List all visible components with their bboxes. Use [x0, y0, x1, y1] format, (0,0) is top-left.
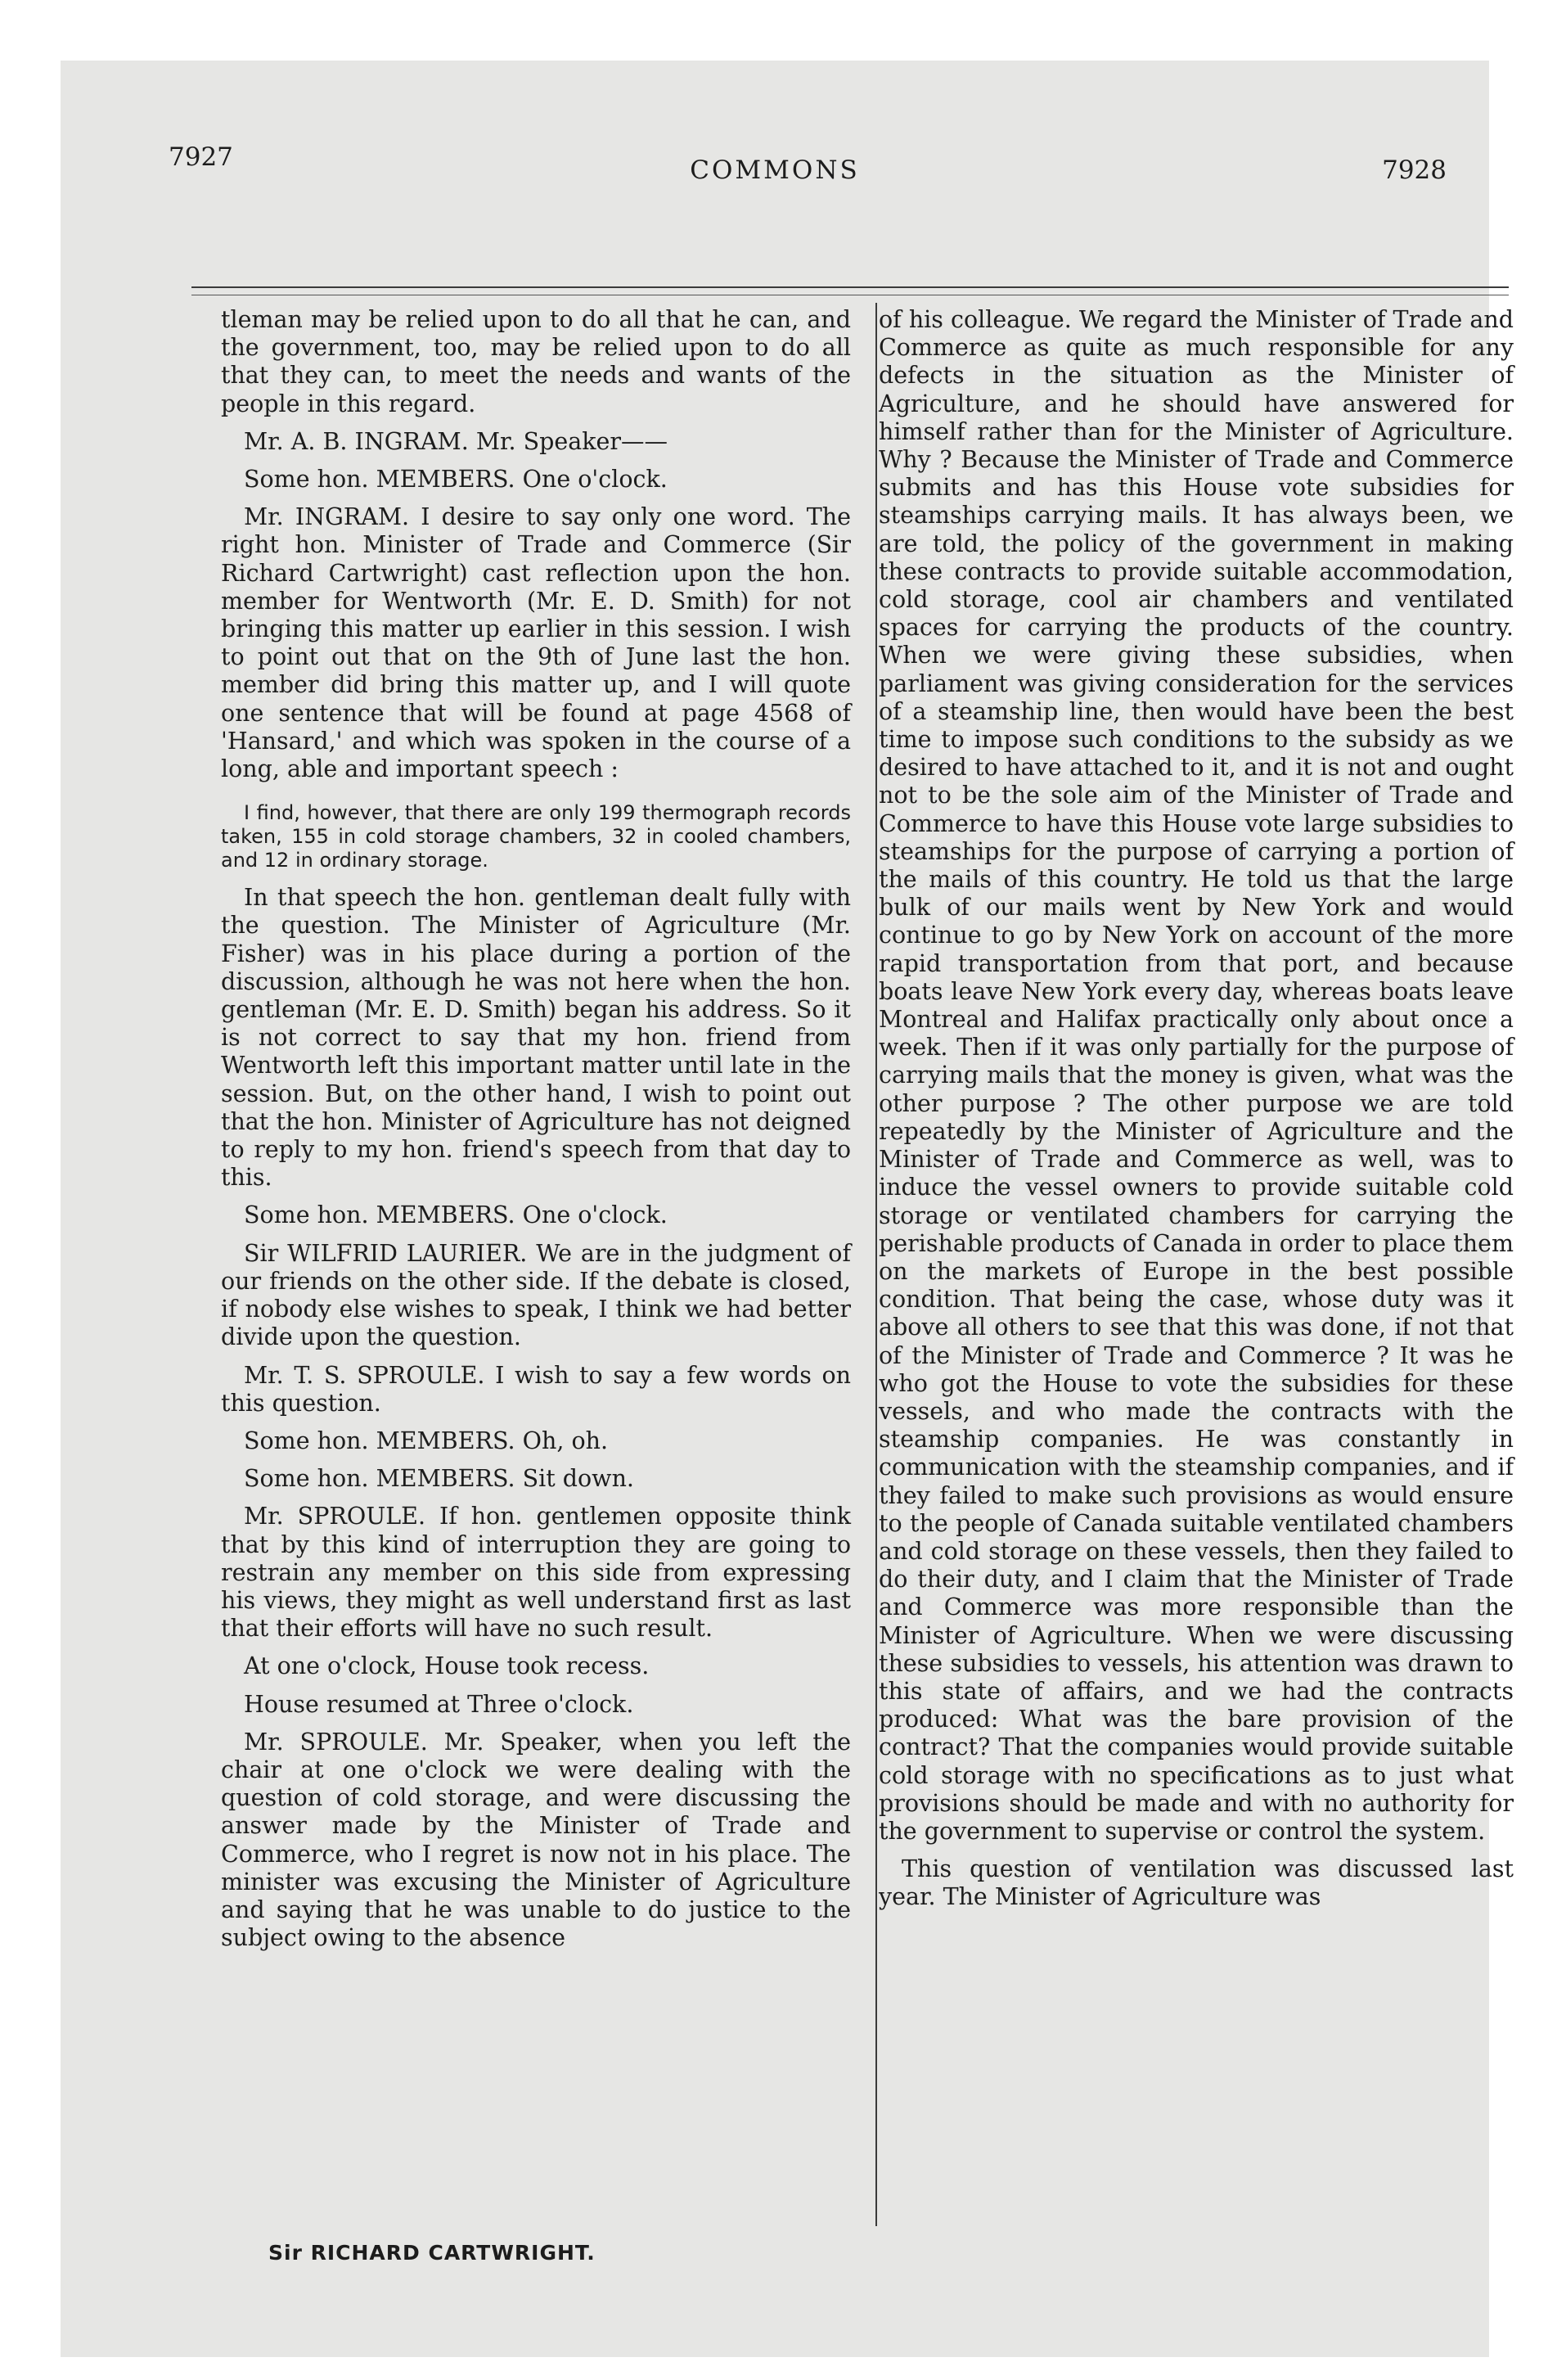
page-number-left: 7927 — [169, 142, 233, 172]
running-head: COMMONS — [690, 156, 860, 185]
speaker-line: Some hon. MEMBERS. Sit down. — [244, 1465, 634, 1493]
column-divider — [875, 303, 877, 2226]
paragraph: of his colleague. We regard the Minister of Trade and Commerce as quite as much responsible for any defects in the situation as the Minister of Agriculture, and he should have answered for himself rather than for the Minister of Agriculture. Why ? Because the Minister of Trade and Commerce submits and has this House vote subsidies for steamships carrying mails. It has always been, we are told, the policy of the government in making these contracts to provide suitable accommodation, cold storage, cool air chambers and ventilated spaces for carrying the products of the country. When we were giving these subsidies, when parliament was giving consideration for the services of a steamship line, then would have been the best time to impose such conditions to the subsidy as we desired to have attached to it, and it is not and ought not to be the sole aim of the Minister of Trade and Commerce to have this House vote large subsidies to steamships for the purpose of carrying a portion of the mails of this country. He told us that the large bulk of our mails went by New York and would continue to go by New York on account of the more rapid transportation from that port, and because boats leave New York every day, whereas boats leave Montreal and Halifax practically only about once a week. Then if it was only partially for the purpose of carrying mails that the money is given, what was the other purpose ? The other purpose we are told repeatedly by the Minister of Agriculture and the Minister of Trade and Commerce as well, was to induce the vessel owners to provide suitable cold storage or ventilated chambers for carrying the perishable products of Canada in order to place them on the markets of Europe in the best possible condition. That being the case, whose duty was it above all others to see that this was done, if not that of the Minister of Trade and Commerce ? It was he who got the House to vote the subsidies for these vessels, and who made the contracts with the steamship companies. He was constantly in communication with the steamship companies, and if they failed to make such provisions as would ensure to the people of Canada suitable ventilated chambers and cold storage on these vessels, then they failed to do their duty, and I claim that the Minister of Trade and Commerce was more responsible than the Minister of Agriculture. When we were discussing these subsidies to vessels, his attention was drawn to this state of affairs, and we had the contracts produced: What was the bare provision of the contract? That the companies would provide suitable cold storage with no specifications as to just what provisions should be made and with no authority for the government to supervise or control the system. — [879, 306, 1514, 1845]
page-number-right: 7928 — [1382, 156, 1447, 185]
right-column — [879, 306, 1514, 1912]
header-rule — [191, 286, 1509, 288]
speaker-line: Some hon. MEMBERS. One o'clock. — [244, 466, 668, 494]
paragraph: Mr. SPROULE. If hon. gentlemen opposite think that by this kind of interruption they are going to restrain any member on this side from expressing his views, they might as well understand first as last that their efforts will have no such result. — [221, 1503, 851, 1643]
paragraph: Sir WILFRID LAURIER. We are in the judgment of our friends on the other side. If the debate is closed, if nobody else wishes to speak, I think we had better divide upon the question. — [221, 1239, 851, 1351]
page-footer: Sir RICHARD CARTWRIGHT. — [268, 2241, 596, 2265]
procedural-note: At one o'clock, House took recess. — [244, 1652, 650, 1680]
paragraph: Mr. T. S. SPROULE. I wish to say a few words on this question. — [221, 1361, 851, 1417]
paragraph: Mr. SPROULE. Mr. Speaker, when you left the chair at one o'clock we were dealing with the question of cold storage, and were discussing the answer made by the Minister of Trade and Commerce, who I regret is now not in his place. The minister was excusing the Minister of Agriculture and saying that he was unable to do justice to the subject owing to the absence — [221, 1728, 851, 1952]
paragraph: In that speech the hon. gentleman dealt fully with the question. The Minister of Agriculture (Mr. Fisher) was in his place during a portion of the discussion, although he was not here when the hon. gentleman (Mr. E. D. Smith) began his address. So it is not correct to say that my hon. friend from Wentworth left this important matter until late in the session. But, on the other hand, I wish to point out that the hon. Minister of Agriculture has not deigned to reply to my hon. friend's speech from that day to this. — [221, 884, 851, 1192]
paragraph: This question of ventilation was discussed last year. The Minister of Agriculture was — [879, 1855, 1514, 1911]
quotation: I find, however, that there are only 199 thermograph records taken, 155 in cold storage chambers, 32 in cooled chambers, and 12 in ordinary storage. — [221, 801, 851, 872]
paragraph: Mr. INGRAM. I desire to say only one word. The right hon. Minister of Trade and Commerce (Sir Richard Cartwright) cast reflection upon the hon. member for Wentworth (Mr. E. D. Smith) for not bringing this matter up earlier in this session. I wish to point out that on the 9th of June last the hon. member did bring this matter up, and I will quote one sentence that will be found at page 4568 of 'Hansard,' and which was spoken in the course of a long, able and important speech : — [221, 503, 851, 783]
page-scan — [61, 61, 1514, 2357]
left-column — [221, 306, 851, 1952]
procedural-note: House resumed at Three o'clock. — [244, 1690, 634, 1718]
speaker-line: Mr. A. B. INGRAM. Mr. Speaker—— — [244, 427, 668, 455]
speaker-line: Some hon. MEMBERS. One o'clock. — [244, 1201, 668, 1229]
speaker-line: Some hon. MEMBERS. Oh, oh. — [244, 1427, 609, 1454]
paragraph: tleman may be relied upon to do all that he can, and the government, too, may be relied upon to do all that they can, to meet the needs and wants of the people in this regard. — [221, 306, 851, 417]
